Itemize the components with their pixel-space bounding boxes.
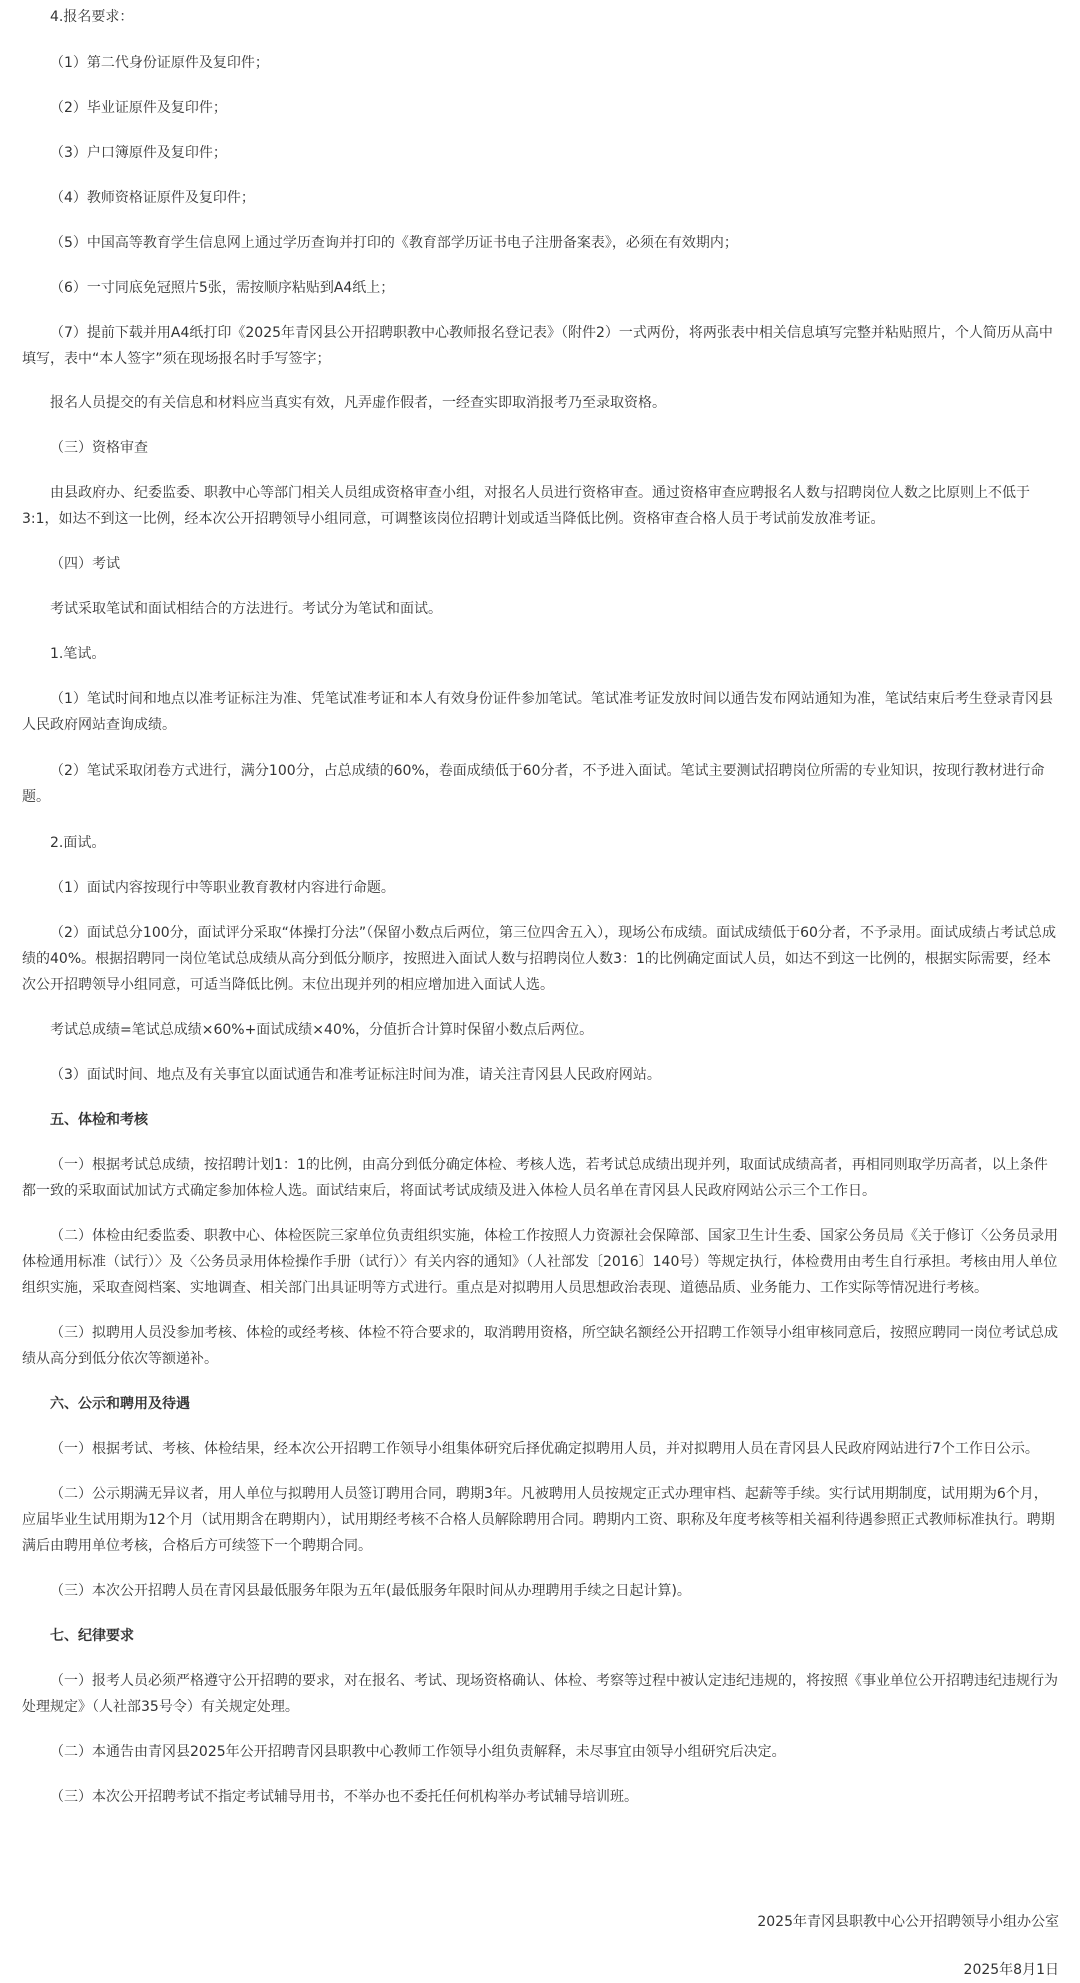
paragraph: 1.笔试。: [50, 646, 106, 662]
paragraph: （一）根据考试总成绩，按招聘计划1：1的比例，由高分到低分确定体检、考核人选，若考试总成绩出现并列，取面试成绩高者，再相同则取学历高者，以上条件都一致的采取面试加试方式确定参加体检人选。面试结束后，将面试考试成绩及进入体检人员名单在青冈县人民政府网站公示三个工作日。: [22, 1157, 1048, 1199]
paragraph: 2.面试。: [50, 835, 106, 851]
paragraph: （二）本通告由青冈县2025年公开招聘青冈县职教中心教师工作领导小组负责解释，未尽事宜由领导小组研究后决定。: [50, 1744, 786, 1760]
paragraph: （1）第二代身份证原件及复印件；: [50, 55, 269, 71]
paragraph: （一）根据考试、考核、体检结果，经本次公开招聘工作领导小组集体研究后择优确定拟聘用人员，并对拟聘用人员在青冈县人民政府网站进行7个工作日公示。: [50, 1441, 1039, 1457]
paragraph: （2）面试总分100分，面试评分采取“体操打分法”（保留小数点后两位，第三位四舍五入），现场公布成绩。面试成绩低于60分者，不予录用。面试成绩占考试总成绩的40%。根据招聘同一岗位笔试总成绩从高分到低分顺序，按照进入面试人数与招聘岗位人数3：1的比例确定面试人员，如达不到这一比例的，根据实际需要，经本次公开招聘领导小组同意，可适当降低比例。末位出现并列的相应增加进入面试人选。: [22, 925, 1056, 993]
signature-date: 2025年8月1日: [963, 1962, 1059, 1978]
paragraph: 考试采取笔试和面试相结合的方法进行。考试分为笔试和面试。: [50, 601, 442, 617]
paragraph: （三）本次公开招聘人员在青冈县最低服务年限为五年(最低服务年限时间从办理聘用手续之日起计算)。: [50, 1583, 691, 1599]
paragraph: （1）面试内容按现行中等职业教育教材内容进行命题。: [50, 880, 395, 896]
paragraph: （7）提前下载并用A4纸打印《2025年青冈县公开招聘职教中心教师报名登记表》（附件2）一式两份，将两张表中相关信息填写完整并粘贴照片，个人简历从高中填写，表中“本人签字”须在现场报名时手写签字；: [22, 325, 1053, 367]
paragraph: （3）户口簿原件及复印件；: [50, 145, 227, 161]
paragraph: （二）公示期满无异议者，用人单位与拟聘用人员签订聘用合同，聘期3年。凡被聘用人员按规定正式办理审档、起薪等手续。实行试用期制度，试用期为6个月，应届毕业生试用期为12个月（试用期含在聘期内），试用期经考核不合格人员解除聘用合同。聘期内工资、职称及年度考核等相关福利待遇参照正式教师标准执行。聘期满后由聘用单位考核，合格后方可续签下一个聘期合同。: [22, 1486, 1055, 1554]
paragraph: （2）笔试采取闭卷方式进行，满分100分，占总成绩的60%，卷面成绩低于60分者，不予进入面试。笔试主要测试招聘岗位所需的专业知识，按现行教材进行命题。: [22, 763, 1045, 805]
paragraph: （三）拟聘用人员没参加考核、体检的或经考核、体检不符合要求的，取消聘用资格，所空缺名额经公开招聘工作领导小组审核同意后，按照应聘同一岗位考试总成绩从高分到低分依次等额递补。: [22, 1325, 1058, 1367]
paragraph: 报名人员提交的有关信息和材料应当真实有效，凡弄虚作假者，一经查实即取消报考乃至录取资格。: [50, 395, 666, 411]
paragraph: （一）报考人员必须严格遵守公开招聘的要求，对在报名、考试、现场资格确认、体检、考察等过程中被认定违纪违规的，将按照《事业单位公开招聘违纪违规行为处理规定》（人社部35号令）有关规定处理。: [22, 1673, 1058, 1715]
section-heading: （三）资格审查: [50, 440, 148, 456]
paragraph: 4.报名要求：: [50, 9, 134, 25]
paragraph: 考试总成绩=笔试总成绩×60%+面试成绩×40%，分值折合计算时保留小数点后两位。: [50, 1022, 594, 1038]
section-heading: 五、体检和考核: [50, 1112, 148, 1128]
paragraph: （2）毕业证原件及复印件；: [50, 100, 227, 116]
paragraph: （二）体检由纪委监委、职教中心、体检医院三家单位负责组织实施，体检工作按照人力资源社会保障部、国家卫生计生委、国家公务员局《关于修订〈公务员录用体检通用标准（试行）〉及〈公务员录用体检操作手册（试行）〉有关内容的通知》（人社部发〔2016〕140号）等规定执行，体检费用由考生自行承担。考核由用人单位组织实施，采取查阅档案、实地调查、相关部门出具证明等方式进行。重点是对拟聘用人员思想政治表现、道德品质、业务能力、工作实际等情况进行考核。: [22, 1228, 1058, 1296]
paragraph: （3）面试时间、地点及有关事宜以面试通告和准考证标注时间为准，请关注青冈县人民政府网站。: [50, 1067, 661, 1083]
paragraph: 由县政府办、纪委监委、职教中心等部门相关人员组成资格审查小组，对报名人员进行资格审查。通过资格审查应聘报名人数与招聘岗位人数之比原则上不低于3:1，如达不到这一比例，经本次公开招聘领导小组同意，可调整该岗位招聘计划或适当降低比例。资格审查合格人员于考试前发放准考证。: [22, 485, 1030, 527]
section-heading: （四）考试: [50, 556, 120, 572]
paragraph: （4）教师资格证原件及复印件；: [50, 190, 255, 206]
signature-office: 2025年青冈县职教中心公开招聘领导小组办公室: [757, 1914, 1059, 1930]
paragraph: （三）本次公开招聘考试不指定考试辅导用书，不举办也不委托任何机构举办考试辅导培训班。: [50, 1789, 638, 1805]
paragraph: （5）中国高等教育学生信息网上通过学历查询并打印的《教育部学历证书电子注册备案表》，必须在有效期内；: [50, 235, 738, 251]
section-heading: 六、公示和聘用及待遇: [50, 1396, 190, 1412]
paragraph: （1）笔试时间和地点以准考证标注为准、凭笔试准考证和本人有效身份证件参加笔试。笔试准考证发放时间以通告发布网站通知为准，笔试结束后考生登录青冈县人民政府网站查询成绩。: [22, 691, 1053, 733]
section-heading: 七、纪律要求: [50, 1628, 134, 1644]
paragraph: （6）一寸同底免冠照片5张，需按顺序粘贴到A4纸上；: [50, 280, 395, 296]
